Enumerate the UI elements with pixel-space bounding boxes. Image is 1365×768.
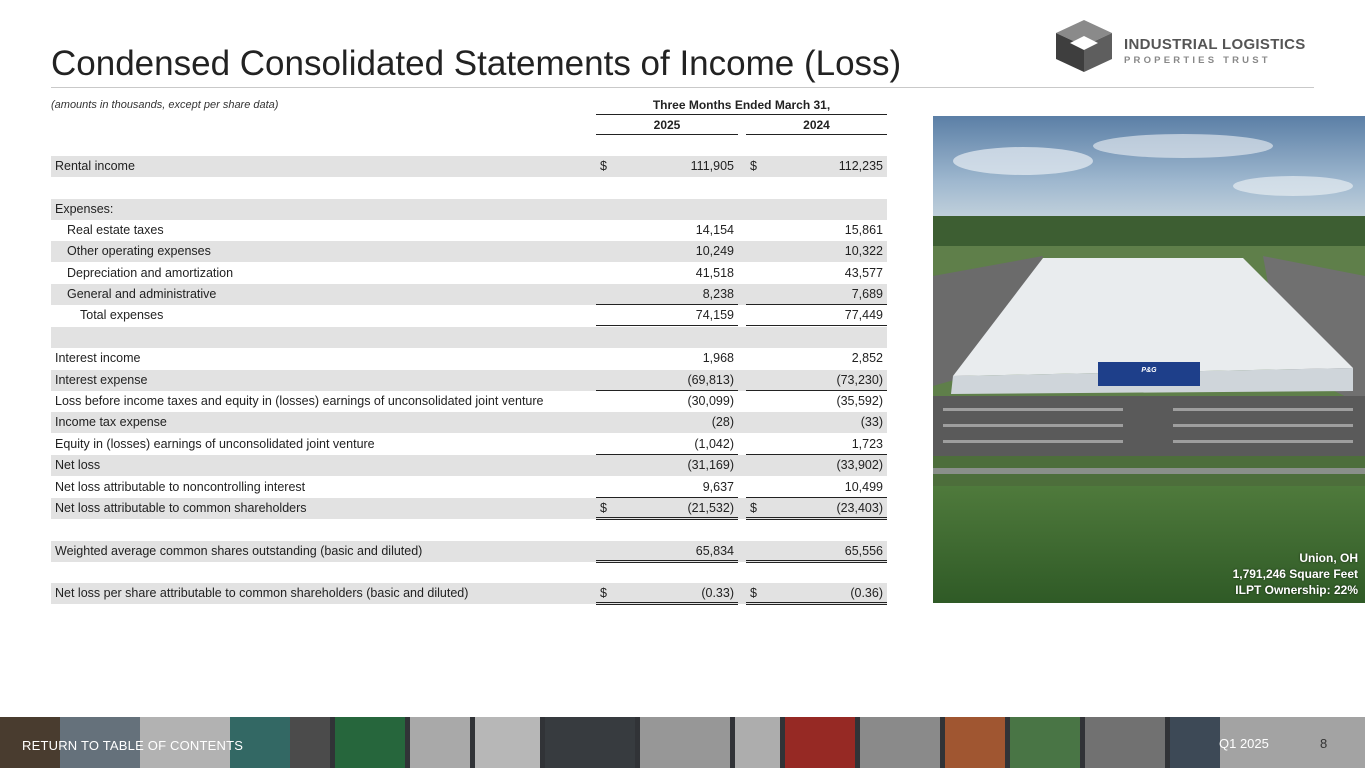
value-2025: (28): [711, 415, 734, 429]
row-label: Other operating expenses: [67, 244, 211, 258]
building-sign: P&G: [1141, 367, 1157, 374]
value-2025: (1,042): [596, 434, 738, 455]
row-label: Expenses:: [55, 202, 114, 216]
value-2025: $ (21,532): [596, 498, 738, 520]
page-title: Condensed Consolidated Statements of Income (Loss): [51, 44, 902, 83]
value-2024: (35,592): [836, 394, 883, 408]
row-label: General and administrative: [67, 287, 217, 301]
logo-subname: PROPERTIES TRUST: [1124, 55, 1271, 66]
value-2024: $ 112,235: [750, 159, 883, 173]
table-row: [51, 220, 887, 241]
page-number: 8: [1320, 736, 1328, 751]
value-2025: 1,968: [702, 351, 734, 365]
table-row: [51, 241, 887, 262]
period-header: Three Months Ended March 31,: [596, 96, 887, 115]
row-label: Income tax expense: [55, 415, 167, 429]
value-2025: 41,518: [695, 266, 734, 280]
value-2024: 15,861: [844, 223, 883, 237]
column-header-2024: 2024: [746, 117, 887, 135]
value-2024: (33,902): [836, 458, 883, 472]
value-2025: (30,099): [687, 394, 734, 408]
row-label: Loss before income taxes and equity in (losses) earnings of unconsolidated joint venture: [55, 394, 544, 408]
row-label: Interest expense: [55, 373, 148, 387]
amounts-note: (amounts in thousands, except per share data): [51, 99, 279, 111]
value-2024: 7,689: [746, 284, 887, 305]
photo-square-feet: 1,791,246 Square Feet: [1232, 567, 1358, 581]
table-row: [51, 455, 887, 476]
cube-logo-icon: [1054, 19, 1114, 73]
table-row: [51, 156, 887, 177]
value-2024: (73,230): [746, 370, 887, 391]
row-label: Total expenses: [80, 308, 164, 322]
value-2025: $ 111,905: [600, 159, 734, 173]
table-spacer-row: [51, 327, 887, 348]
value-2025: 74,159: [596, 305, 738, 326]
table-row: [51, 583, 887, 604]
table-row: [51, 477, 887, 498]
value-2025: 14,154: [695, 223, 734, 237]
logo-name: INDUSTRIAL LOGISTICS: [1124, 36, 1306, 53]
table-row: [51, 498, 887, 519]
row-label: Equity in (losses) earnings of unconsolidated joint venture: [55, 437, 375, 451]
value-2024: 65,556: [746, 541, 887, 563]
photo-location: Union, OH: [1299, 551, 1358, 565]
value-2024: $ (23,403): [746, 498, 887, 520]
value-2025: 9,637: [596, 477, 738, 498]
company-logo: [1054, 19, 1319, 75]
row-label: Net loss attributable to noncontrolling interest: [55, 480, 306, 494]
table-row: [51, 284, 887, 305]
row-label: Rental income: [55, 159, 135, 173]
title-divider: [51, 87, 1314, 88]
aerial-warehouse-image: [933, 116, 1365, 603]
table-row: [51, 434, 887, 455]
value-2024: 43,577: [844, 266, 883, 280]
table-row: [51, 370, 887, 391]
value-2024: 2,852: [851, 351, 883, 365]
photo-ownership: ILPT Ownership: 22%: [1235, 583, 1358, 597]
value-2025: 10,249: [695, 244, 734, 258]
table-row: [51, 391, 887, 412]
value-2024: 10,322: [844, 244, 883, 258]
table-row: [51, 412, 887, 433]
row-label: Net loss attributable to common shareholders: [55, 501, 307, 515]
return-to-contents-link[interactable]: RETURN TO TABLE OF CONTENTS: [22, 738, 244, 753]
footer-banner: [0, 717, 1365, 768]
row-label: Net loss per share attributable to common shareholders (basic and diluted): [55, 586, 469, 600]
value-2025: (69,813): [596, 370, 738, 391]
value-2024: 77,449: [746, 305, 887, 326]
row-label: Real estate taxes: [67, 223, 164, 237]
row-label: Interest income: [55, 351, 141, 365]
table-row: [51, 348, 887, 369]
value-2025: 8,238: [596, 284, 738, 305]
row-label: Depreciation and amortization: [67, 266, 234, 280]
value-2025: $ (0.33): [596, 583, 738, 605]
table-row: [51, 263, 887, 284]
quarter-label: Q1 2025: [1219, 736, 1269, 751]
value-2024: $ (0.36): [746, 583, 887, 605]
property-photo: [933, 116, 1365, 603]
table-row: [51, 199, 887, 220]
table-row: [51, 541, 887, 562]
value-2025: (31,169): [687, 458, 734, 472]
value-2024: (33): [860, 415, 883, 429]
value-2024: 10,499: [746, 477, 887, 498]
value-2024: 1,723: [746, 434, 887, 455]
row-label: Weighted average common shares outstanding (basic and diluted): [55, 544, 423, 558]
table-row: [51, 305, 887, 326]
column-header-2025: 2025: [596, 117, 738, 135]
value-2025: 65,834: [596, 541, 738, 563]
row-label: Net loss: [55, 458, 101, 472]
